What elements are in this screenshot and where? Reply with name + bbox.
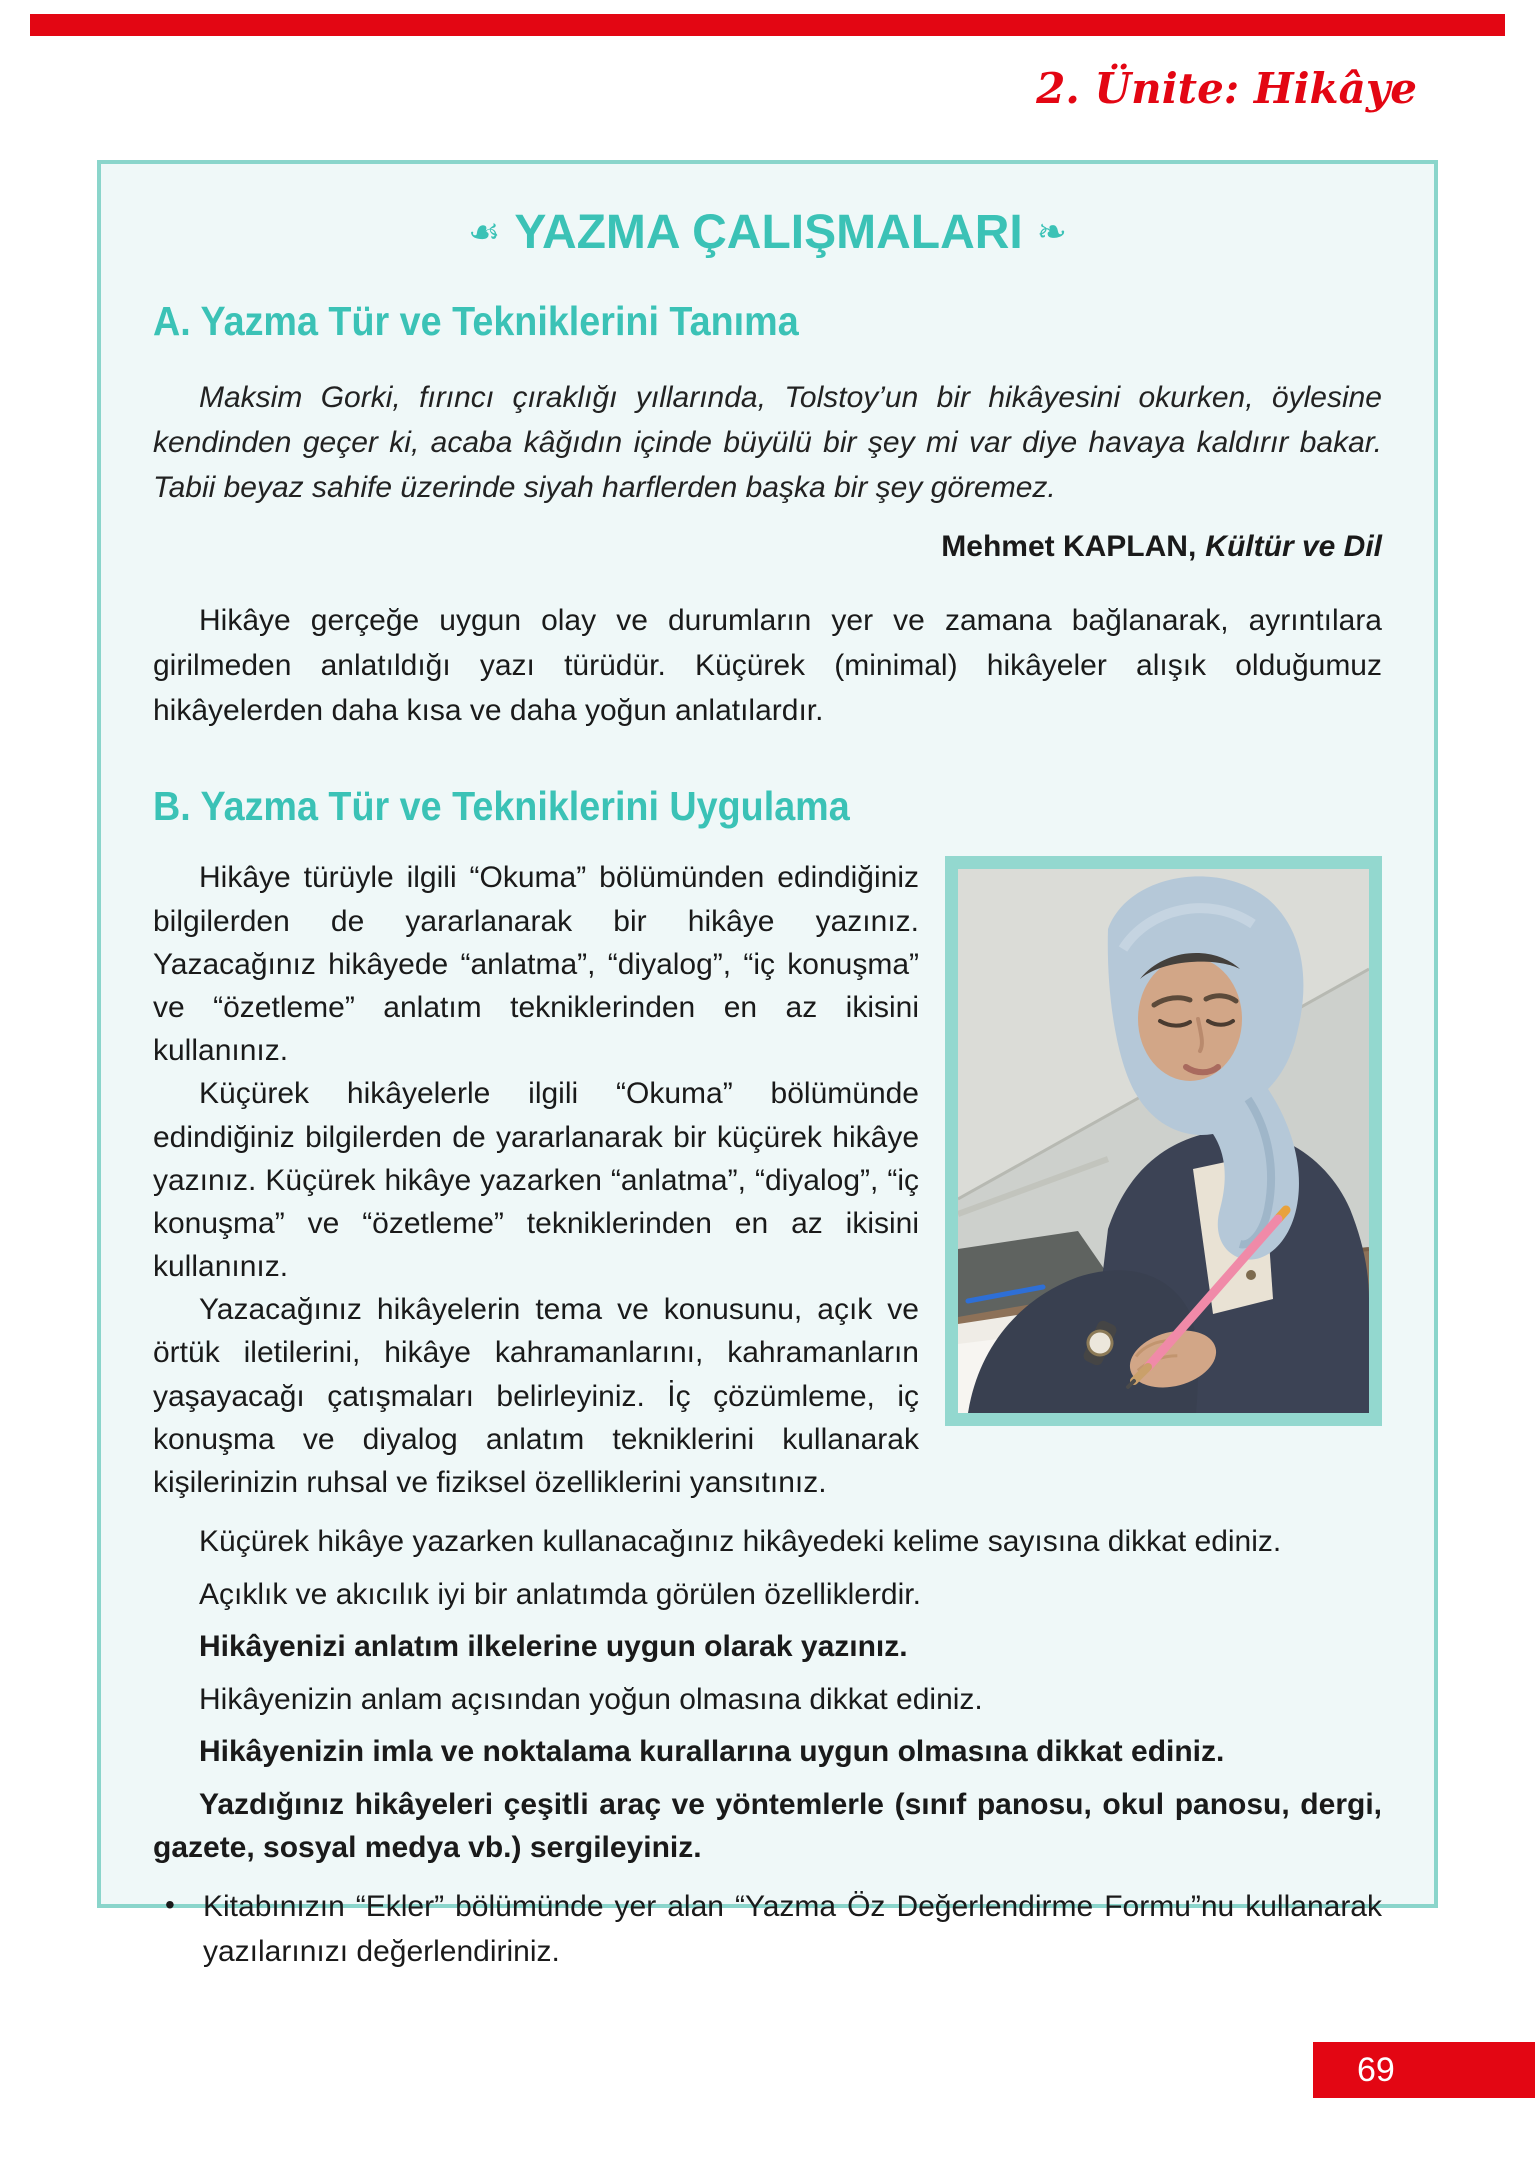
- page-title: [153, 208, 1382, 258]
- photo-woman-writing: [945, 856, 1382, 1426]
- checklist-item: Açıklık ve akıcılık iyi bir anlatımda görülen özelliklerdir.: [199, 1577, 921, 1611]
- section-b-paragraph: Hikâye türüyle ilgili “Okuma” bölümünden edindiğiniz bilgilerden de yararlanarak bir hikâye yazınız. Yazacağınız hikâyede “anlatma”, “diyalog”, “iç konuşma” ve “özetleme” anlatım tekniklerinden en az ikisini kullanınız.: [153, 861, 919, 1068]
- checklist-item: Küçürek hikâye yazarken kullanacağınız hikâyedeki kelime sayısına dikkat ediniz.: [199, 1525, 1282, 1559]
- quote-attribution: [153, 530, 1382, 564]
- bullet-icon: •: [165, 1888, 175, 1920]
- writing-checklist: [153, 1520, 1382, 1870]
- checklist-item: Hikâyenizi anlatım ilkelerine uygun olarak yazınız.: [199, 1630, 908, 1664]
- unit-header: 2. Ünite: Hikâye: [1036, 64, 1417, 113]
- section-b-paragraph: Küçürek hikâyelerle ilgili “Okuma” bölümünde edindiğiniz bilgilerden de yararlanarak bir küçürek hikâye yazınız. Küçürek hikâye yazarken “anlatma”, “diyalog”, “iç konuşma” ve “özetleme” tekniklerinden en az ikisini kullanınız.: [153, 1077, 919, 1284]
- bullet-text: Kitabınızın “Ekler” bölümünde yer alan “Yazma Öz Değerlendirme Formu”nu kullanarak yazılarınızı değerlendiriniz.: [203, 1889, 1382, 1968]
- page-title-text: YAZMA ÇALIŞMALARI: [514, 206, 1023, 259]
- epigraph-quote: Maksim Gorki, fırıncı çıraklığı yıllarında, Tolstoy’un bir hikâyesini okurken, öylesine kendinden geçer ki, acaba kâğıdın içinde büyülü bir şey mi var diye havaya kaldırır bakar. Tabii beyaz sahife üzerinde siyah harflerden başka bir şey göremez.: [153, 381, 1382, 505]
- checklist-item: Yazdığınız hikâyeleri çeşitli araç ve yöntemlerle (sınıf panosu, okul panosu, dergi, gazete, sosyal medya vb.) sergileyiniz.: [153, 1787, 1382, 1865]
- page-number: 69: [1357, 2050, 1395, 2089]
- section-a-paragraph: Hikâye gerçeğe uygun olay ve durumların yer ve zamana bağlanarak, ayrıntılara girilmeden anlatıldığı yazı türüdür. Küçürek (minimal) hikâyeler alışık olduğumuz hikâyelerden daha kısa ve daha yoğun anlatılardır.: [153, 604, 1382, 728]
- page-number-badge: [1313, 2042, 1535, 2098]
- evaluation-bullet-item: [153, 1884, 1382, 1974]
- writing-exercises-box: [97, 160, 1438, 1968]
- text-and-photo-row: [153, 856, 1382, 1504]
- checklist-item: Hikâyenizin imla ve noktalama kurallarına uygun olmasına dikkat ediniz.: [199, 1735, 1225, 1769]
- floral-ornament-right-icon: ❧: [1036, 212, 1067, 253]
- top-red-bar: [30, 14, 1505, 36]
- section-b-paragraph: Yazacağınız hikâyelerin tema ve konusunu, açık ve örtük iletilerini, hikâye kahramanlarını, kahramanların yaşayacağı çatışmaları belirleyiniz. İç çözümleme, iç konuşma ve diyalog anlatım tekniklerini kullanarak kişilerinizin ruhsal ve fiziksel özelliklerini yansıtınız.: [153, 1293, 919, 1500]
- section-b-heading: B. Yazma Tür ve Tekniklerini Uygulama: [153, 783, 850, 830]
- checklist-item: Hikâyenizin anlam açısından yoğun olmasına dikkat ediniz.: [199, 1682, 983, 1716]
- photo-illustration: [958, 869, 1369, 1413]
- floral-ornament-left-icon: ☙: [468, 212, 501, 253]
- section-a-heading: A. Yazma Tür ve Tekniklerini Tanıma: [153, 298, 799, 345]
- attribution-work-title: Kültür ve Dil: [1205, 530, 1382, 564]
- attribution-author: Mehmet KAPLAN,: [941, 530, 1197, 564]
- section-b-text-column: [153, 856, 919, 1504]
